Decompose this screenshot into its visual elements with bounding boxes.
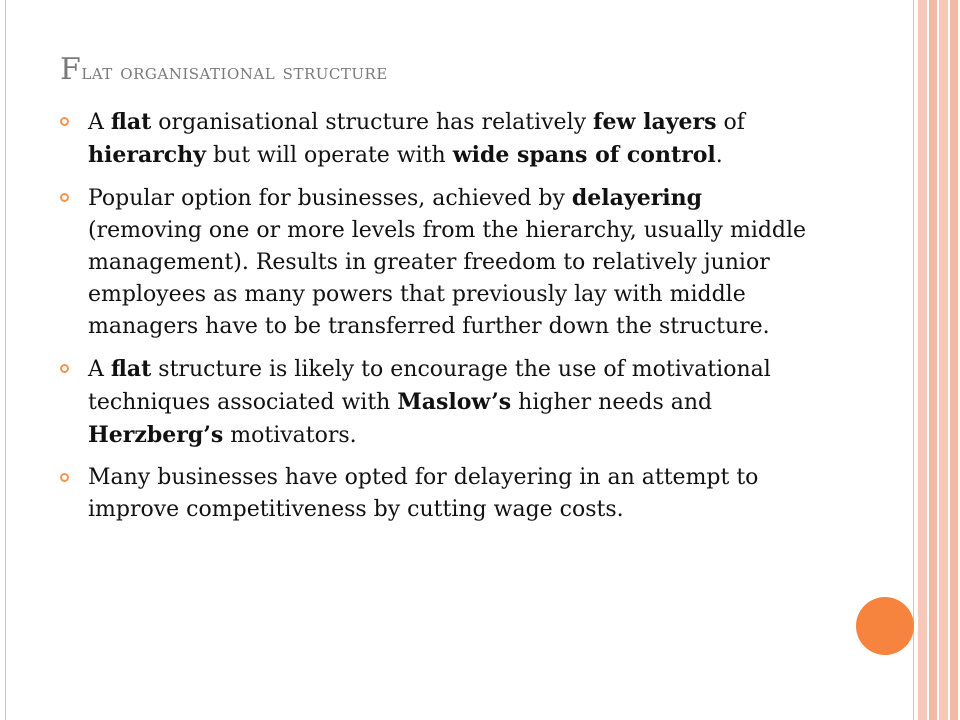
bullet-text: Many businesses have opted for delayering in an attempt to improve competitiveness by cutting wage costs. (88, 465, 759, 522)
bullet-text: . (715, 143, 723, 168)
title-first-letter: F (60, 52, 82, 87)
bullet-text: but will operate with (205, 143, 453, 168)
bullet-text: higher needs and (511, 390, 713, 415)
bullet-text: Popular option for businesses, achieved by (88, 186, 572, 211)
bullet-text: A (88, 357, 111, 382)
bullet-text: structure is likely to encourage the use of motivational techniques associated with (88, 357, 771, 415)
bullet-bold-text: flat (110, 109, 152, 135)
bullet-text: A (88, 110, 111, 135)
bullet-list (60, 106, 820, 536)
frame-border-right (913, 0, 914, 720)
bullet-text: motivators. (223, 423, 357, 448)
bullet-bold-text: hierarchy (88, 142, 206, 168)
title-rest: lat organisational structure (81, 60, 388, 85)
bullet-item (60, 353, 820, 452)
bullet-text: organisational structure has relatively (151, 110, 594, 135)
bullet-ring-icon (60, 193, 69, 202)
bullet-bold-text: delayering (571, 185, 703, 211)
bullet-bold-text: Maslow’s (397, 389, 512, 415)
bullet-bold-text: few layers (593, 109, 717, 135)
bullet-item (60, 182, 820, 343)
bullet-text: (removing one or more levels from the hierarchy, usually middle management). Results in greater freedom to relatively junior employees as many powers that previously lay with middle managers have to be transferred further down the structure. (88, 218, 807, 339)
bullet-bold-text: Herzberg’s (88, 422, 224, 448)
decorative-stripes (918, 0, 960, 720)
bullet-ring-icon (60, 364, 69, 373)
decorative-circle-icon (856, 597, 914, 655)
bullet-ring-icon (60, 473, 69, 482)
bullet-text: of (716, 110, 745, 135)
bullet-ring-icon (60, 117, 69, 126)
bullet-item (60, 462, 820, 526)
slide-title (60, 52, 388, 87)
bullet-bold-text: wide spans of control (452, 142, 716, 168)
frame-border-left (5, 0, 6, 720)
bullet-item (60, 106, 820, 172)
bullet-bold-text: flat (110, 356, 152, 382)
